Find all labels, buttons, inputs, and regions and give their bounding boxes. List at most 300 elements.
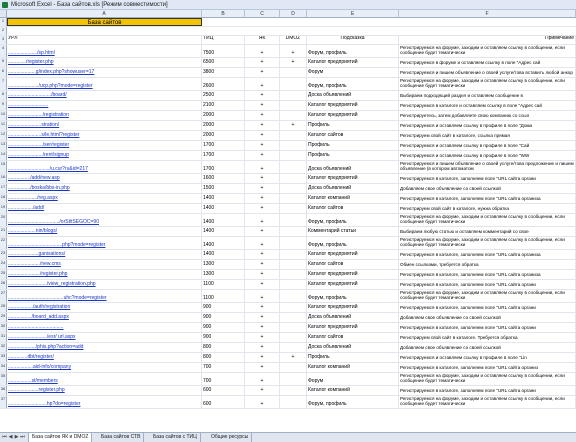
table-row [0, 353, 576, 363]
sheet-tab[interactable]: База сайтов СТВ [98, 433, 144, 442]
row-number[interactable]: 4 [0, 45, 7, 57]
url-cell[interactable]: ........................stration/ [7, 121, 202, 130]
dmoz-cell[interactable] [280, 78, 307, 90]
url-cell[interactable]: ........................./registration [7, 111, 202, 120]
header-note[interactable]: Примечание [399, 36, 576, 44]
note-cell[interactable]: Регистрируемся на форуме, заходим и оставляем ссылку в сообщении, если сообщение будет тематически [399, 396, 576, 408]
row-number[interactable]: 11 [0, 121, 7, 130]
table-row [0, 45, 576, 58]
dmoz-cell[interactable] [280, 91, 307, 100]
table-row [0, 260, 576, 270]
row-number[interactable]: 25 [0, 270, 7, 279]
hint-cell[interactable]: Доска объявлений [307, 343, 399, 352]
table-row [0, 373, 576, 386]
table-row [0, 78, 576, 91]
first-sheet-icon[interactable]: ⏮ [2, 434, 7, 440]
table-row [0, 194, 576, 204]
tic-cell[interactable]: 800 [202, 343, 245, 352]
ya-cell[interactable]: + [245, 260, 280, 269]
note-cell[interactable]: Регистрируемся на форуме, заходим и оставляем ссылку в сообщении, если сообщение будет тематически [399, 290, 576, 302]
note-cell[interactable]: Регистрируемся и оставляем ссылку в профиле в поле "Сай [399, 141, 576, 150]
tic-cell[interactable]: 900 [202, 313, 245, 322]
url-cell[interactable]: ..............dbt/register/ [7, 353, 202, 362]
hint-cell[interactable]: Каталог сайтов [307, 131, 399, 140]
row-number[interactable]: 19 [0, 204, 7, 213]
ya-cell[interactable]: + [245, 101, 280, 110]
hint-cell[interactable]: Каталог компаний [307, 194, 399, 203]
column-header-a[interactable]: A [7, 10, 202, 18]
ya-cell[interactable]: + [245, 333, 280, 342]
hint-cell[interactable]: Каталог предприятий [307, 101, 399, 110]
ya-cell[interactable]: + [245, 313, 280, 322]
row-number[interactable]: 13 [0, 141, 7, 150]
ya-cell[interactable]: + [245, 386, 280, 395]
table-row [0, 237, 576, 250]
tic-cell[interactable]: 2000 [202, 131, 245, 140]
sheet-tab[interactable]: База сайтов с ТИЦ [150, 433, 201, 442]
url-cell[interactable]: ............................../u.cur?ru&id=217 [7, 161, 202, 173]
note-cell[interactable]: Регистрируем свой сайт в каталоге. Требуется обратка [399, 333, 576, 342]
url-cell[interactable]: ................/boska/bbs-in.php [7, 184, 202, 193]
ya-cell[interactable]: + [245, 194, 280, 203]
row-number[interactable]: 12 [0, 131, 7, 140]
url-cell[interactable]: ..................aid-info/company [7, 363, 202, 372]
hint-cell[interactable]: Каталог сайтов [307, 260, 399, 269]
spreadsheet-grid[interactable] [0, 18, 576, 432]
ya-cell[interactable]: + [245, 373, 280, 385]
sheet-tab[interactable]: Общие ресурсы [208, 433, 252, 442]
note-cell[interactable]: Выбираем подходящий раздел и оставляем сообщение в [399, 91, 576, 100]
row-number[interactable]: 22 [0, 237, 7, 249]
hint-cell[interactable]: Каталог компаний [307, 363, 399, 372]
note-cell[interactable]: Добавляем свое объявление со своей ссылкой [399, 184, 576, 193]
note-cell[interactable]: Добавляем свое объявление со своей ссылкой [399, 343, 576, 352]
row-number[interactable]: 15 [0, 161, 7, 173]
hint-cell[interactable]: Каталог предприятий [307, 280, 399, 289]
ya-cell[interactable]: + [245, 58, 280, 67]
note-cell[interactable]: Регистрируетесь, затем добавляете свою компанию со ссыл [399, 111, 576, 120]
tic-cell[interactable]: 2600 [202, 78, 245, 90]
table-row [0, 214, 576, 227]
row-number[interactable]: 23 [0, 250, 7, 259]
row-number[interactable]: 18 [0, 194, 7, 203]
select-all-corner[interactable] [0, 10, 7, 18]
dmoz-cell[interactable] [280, 373, 307, 385]
note-cell[interactable]: Регистрируемся в каталоге, заполняем поле "URL сайта организа [399, 194, 576, 203]
note-cell[interactable]: Регистрируемся и оставляем ссылку в профиле в поле "WW [399, 151, 576, 160]
tic-cell[interactable]: 1500 [202, 184, 245, 193]
dmoz-cell[interactable] [280, 343, 307, 352]
note-cell[interactable]: Регистрируемся на форуме, заходим и оставляем ссылку в сообщении, если сообщение будет тематически [399, 237, 576, 249]
note-cell[interactable]: Регистрируемся в каталоге, заполняем поле "URL сайта организ [399, 363, 576, 372]
note-cell[interactable]: Регистрируемся в каталоге, заполняем поле "URL сайта организа [399, 270, 576, 279]
table-title-cell[interactable]: База сайтов [7, 18, 202, 26]
dmoz-cell[interactable] [280, 174, 307, 183]
table-row [0, 121, 576, 131]
ya-cell[interactable]: + [245, 184, 280, 193]
tic-cell[interactable]: 900 [202, 323, 245, 332]
hint-cell[interactable]: Каталог предприятий [307, 303, 399, 312]
table-row [0, 280, 576, 290]
note-cell[interactable]: Выбираем любую статью и оставляем комментарий со свое [399, 227, 576, 236]
url-cell[interactable]: ................/add/new.asp [7, 174, 202, 183]
url-cell[interactable]: ......................register.php [7, 386, 202, 395]
hint-cell[interactable]: Профиль [307, 141, 399, 150]
ya-cell[interactable]: + [245, 151, 280, 160]
ya-cell[interactable]: + [245, 78, 280, 90]
row-number[interactable]: 34 [0, 363, 7, 372]
url-cell[interactable]: ....................../ucp.php?mode=register [7, 78, 202, 90]
prev-sheet-icon[interactable]: ◀ [8, 434, 13, 440]
row-number[interactable]: 14 [0, 151, 7, 160]
hint-cell[interactable]: Форум, профиль [307, 237, 399, 249]
table-row [0, 343, 576, 353]
dmoz-cell[interactable] [280, 131, 307, 140]
ya-cell[interactable]: + [245, 323, 280, 332]
tic-cell[interactable]: 700 [202, 373, 245, 385]
note-cell[interactable]: Регистрируемся на форуме, заходим и оставляем ссылку в сообщении, если сообщение будет тематически [399, 214, 576, 226]
row-number[interactable]: 35 [0, 373, 7, 385]
url-cell[interactable]: ........................s/le.html?register [7, 131, 202, 140]
tic-cell[interactable]: 2000 [202, 121, 245, 130]
table-row [0, 161, 576, 174]
row-number[interactable]: 21 [0, 227, 7, 236]
tic-cell[interactable]: 1700 [202, 151, 245, 160]
url-cell[interactable]: ......................./new.cms [7, 260, 202, 269]
last-sheet-icon[interactable]: ⏭ [20, 434, 25, 440]
url-cell[interactable]: ...................../reg.aspx [7, 194, 202, 203]
dmoz-cell[interactable] [280, 290, 307, 302]
tic-cell[interactable]: 2100 [202, 101, 245, 110]
row-number[interactable]: 26 [0, 280, 7, 289]
dmoz-cell[interactable]: + [280, 58, 307, 67]
tic-cell[interactable]: 1400 [202, 250, 245, 259]
url-cell[interactable]: ................../auth/registration [7, 303, 202, 312]
row-number[interactable]: 2 [0, 27, 7, 35]
note-cell[interactable]: Регистрируемся в каталоге, заполняем поле "URL сайта органи [399, 386, 576, 395]
hint-cell[interactable]: Форум, профиль [307, 78, 399, 90]
table-row [0, 270, 576, 280]
note-cell[interactable]: Регистрируемся в каталоге, заполняем поле "URL сайта органи [399, 280, 576, 289]
note-cell[interactable]: Регистрируемся в форуме и оставляем ссылку в поле "Адрес сай [399, 58, 576, 67]
table-row [0, 363, 576, 373]
table-row [0, 227, 576, 237]
ya-cell[interactable]: + [245, 141, 280, 150]
ya-cell[interactable]: + [245, 161, 280, 173]
tic-cell[interactable]: 1400 [202, 194, 245, 203]
column-header-d[interactable]: D [280, 10, 307, 18]
row-number[interactable]: 16 [0, 174, 7, 183]
note-cell[interactable]: Регистрируем свой сайт в каталоге, ссылка прямая [399, 131, 576, 140]
header-ya[interactable]: ЯК [245, 36, 280, 44]
row-number[interactable]: 30 [0, 323, 7, 332]
dmoz-cell[interactable] [280, 151, 307, 160]
tic-cell[interactable]: 1100 [202, 290, 245, 302]
url-cell[interactable]: .............................../board/ [7, 91, 202, 100]
url-cell[interactable]: ...................../sp.html [7, 45, 202, 57]
url-cell[interactable]: ........................./rent/signup [7, 151, 202, 160]
row-number[interactable]: 1 [0, 18, 7, 26]
dmoz-cell[interactable] [280, 303, 307, 312]
hint-cell[interactable]: Доска объявлений [307, 91, 399, 100]
note-cell[interactable]: Регистрируемся на форуме, заходим и оставляем ссылку в сообщении, если сообщение будет тематически [399, 45, 576, 57]
row-number[interactable]: 33 [0, 353, 7, 362]
dmoz-cell[interactable] [280, 227, 307, 236]
dmoz-cell[interactable]: + [280, 121, 307, 130]
table-row [0, 184, 576, 194]
column-header-e[interactable]: E [307, 10, 399, 18]
note-cell[interactable]: Регистрируемся в каталоге, заполняем поле "URL сайта органи [399, 174, 576, 183]
hint-cell[interactable]: Комментарий статьи [307, 227, 399, 236]
ya-cell[interactable]: + [245, 353, 280, 362]
column-header-b[interactable]: B [202, 10, 245, 18]
table-row [0, 174, 576, 184]
note-cell[interactable]: Регистрируемся в каталоге, заполняем поле "URL сайта организа [399, 250, 576, 259]
dmoz-cell[interactable] [280, 260, 307, 269]
tic-cell[interactable]: 1600 [202, 174, 245, 183]
hint-cell[interactable]: Форум [307, 373, 399, 385]
tic-cell[interactable]: 1700 [202, 141, 245, 150]
hint-cell[interactable]: Каталог сайтов [307, 204, 399, 213]
dmoz-cell[interactable] [280, 363, 307, 372]
url-cell[interactable]: ...................................../orStitSEGOC=90 [7, 214, 202, 226]
table-row [0, 323, 576, 333]
row-number[interactable]: 31 [0, 333, 7, 342]
ya-cell[interactable]: + [245, 91, 280, 100]
table-row [0, 141, 576, 151]
table-row [0, 250, 576, 260]
hint-cell[interactable]: Профиль [307, 353, 399, 362]
hint-cell[interactable]: Форум, профиль [307, 214, 399, 226]
dmoz-cell[interactable] [280, 68, 307, 77]
dmoz-cell[interactable] [280, 214, 307, 226]
row-number[interactable]: 36 [0, 386, 7, 395]
dmoz-cell[interactable] [280, 396, 307, 408]
ya-cell[interactable]: + [245, 237, 280, 249]
row-number[interactable]: 24 [0, 260, 7, 269]
row-number[interactable]: 6 [0, 68, 7, 77]
hint-cell[interactable]: Форум [307, 68, 399, 77]
hint-cell[interactable]: Профиль [307, 151, 399, 160]
url-cell[interactable]: ............................/esr/ url.aspx [7, 333, 202, 342]
tic-cell[interactable]: 1400 [202, 237, 245, 249]
next-sheet-icon[interactable]: ▶ [14, 434, 19, 440]
note-cell[interactable]: Регистрируем свой сайт в каталоге, нужна обратка [399, 204, 576, 213]
tic-cell[interactable]: 600 [202, 386, 245, 395]
tic-cell[interactable]: 900 [202, 303, 245, 312]
ya-cell[interactable]: + [245, 68, 280, 77]
note-cell[interactable]: Обмен ссылками, требуется обратка [399, 260, 576, 269]
hint-cell[interactable]: Каталог сайтов [307, 333, 399, 342]
table-row [0, 151, 576, 161]
tic-cell[interactable]: 1100 [202, 280, 245, 289]
ya-cell[interactable]: + [245, 363, 280, 372]
row-number[interactable]: 20 [0, 214, 7, 226]
ya-cell[interactable]: + [245, 290, 280, 302]
ya-cell[interactable]: + [245, 250, 280, 259]
dmoz-cell[interactable] [280, 184, 307, 193]
url-cell[interactable]: ........................./ser/register [7, 141, 202, 150]
table-row [0, 111, 576, 121]
url-cell[interactable]: ................../add/ [7, 204, 202, 213]
url-cell[interactable]: ........................................ [7, 323, 202, 332]
row-number[interactable]: 32 [0, 343, 7, 352]
ya-cell[interactable]: + [245, 45, 280, 57]
table-row [0, 396, 576, 409]
excel-icon [2, 2, 8, 8]
tic-cell[interactable]: 1400 [202, 227, 245, 236]
row-number[interactable]: 28 [0, 303, 7, 312]
url-cell[interactable]: ................./board_add.aspx [7, 313, 202, 322]
note-cell[interactable]: Регистрируемся в каталоге, заполняем поле "URL сайта органи [399, 303, 576, 312]
dmoz-cell[interactable] [280, 386, 307, 395]
tic-cell[interactable]: 1400 [202, 204, 245, 213]
ya-cell[interactable]: + [245, 343, 280, 352]
url-cell[interactable]: ............................hp?do=register [7, 396, 202, 408]
hint-cell[interactable]: Каталог компаний [307, 386, 399, 395]
dmoz-cell[interactable] [280, 280, 307, 289]
url-cell[interactable]: ........................................uhc?mode=register [7, 290, 202, 302]
header-dmoz[interactable]: DMOZ [280, 36, 307, 44]
row-number[interactable]: 8 [0, 91, 7, 100]
hint-cell[interactable]: Профиль [307, 121, 399, 130]
tic-cell[interactable]: 1300 [202, 270, 245, 279]
dmoz-cell[interactable] [280, 111, 307, 120]
header-row [0, 36, 576, 45]
url-cell[interactable]: ............................. [7, 101, 202, 110]
ya-cell[interactable]: + [245, 280, 280, 289]
hint-cell[interactable]: Каталог предприятий [307, 323, 399, 332]
hint-cell[interactable]: Каталог предприятий [307, 111, 399, 120]
url-cell[interactable]: ..................../phis.php?action=add [7, 343, 202, 352]
tic-cell[interactable]: 800 [202, 353, 245, 362]
dmoz-cell[interactable] [280, 141, 307, 150]
dmoz-cell[interactable]: + [280, 353, 307, 362]
ya-cell[interactable]: + [245, 131, 280, 140]
ya-cell[interactable]: + [245, 174, 280, 183]
url-cell[interactable]: ......................ganisations/ [7, 250, 202, 259]
url-cell[interactable]: .................st/members [7, 373, 202, 385]
row-number[interactable]: 37 [0, 396, 7, 408]
table-row [0, 303, 576, 313]
sheet-tab[interactable]: База сайтов ЯК и DMOZ [28, 433, 92, 442]
header-tic[interactable]: ТИЦ [202, 36, 245, 44]
note-cell[interactable]: Регистрируемся на форуме, заходим и оставляем ссылку в сообщении, если сообщение будет тематически [399, 373, 576, 385]
url-cell[interactable]: ....................nin/blogs/ [7, 227, 202, 236]
table-row [0, 290, 576, 303]
dmoz-cell[interactable] [280, 237, 307, 249]
title-bar [0, 0, 576, 10]
ya-cell[interactable]: + [245, 303, 280, 312]
tic-cell[interactable]: 1400 [202, 214, 245, 226]
tic-cell[interactable]: 2500 [202, 91, 245, 100]
hint-cell[interactable]: Каталог предприятий [307, 174, 399, 183]
sheet-tab-bar [0, 432, 576, 442]
dmoz-cell[interactable] [280, 250, 307, 259]
note-cell[interactable]: Регистрируемся в каталоге, заполняем поле "URL сайта органи [399, 323, 576, 332]
note-cell[interactable]: Регистрируемся в каталоге и оставляем ссылку в поле "Адрес сай [399, 101, 576, 110]
hint-cell[interactable]: Доска объявлений [307, 313, 399, 322]
note-cell[interactable]: Регистрируемся и пишем объявление о своей услуге/това вставить любой анкор [399, 68, 576, 77]
url-cell[interactable]: .......................................php?mode=register [7, 237, 202, 249]
row-number[interactable]: 9 [0, 101, 7, 110]
row-number[interactable]: 17 [0, 184, 7, 193]
note-cell[interactable]: Регистрируемся и пишем объявление о своей услуге/това предложение и пишем объявление (в котором автоматом [399, 161, 576, 173]
table-row [0, 101, 576, 111]
table-row [0, 386, 576, 396]
dmoz-cell[interactable] [280, 194, 307, 203]
tic-cell[interactable]: 1700 [202, 161, 245, 173]
ya-cell[interactable]: + [245, 396, 280, 408]
row-number[interactable]: 5 [0, 58, 7, 67]
hint-cell[interactable]: Доска объявлений [307, 161, 399, 173]
hint-cell[interactable]: Каталог предприятий [307, 270, 399, 279]
note-cell[interactable]: Регистрируемся и оставляем ссылку в профиле в поле "Lin [399, 353, 576, 362]
url-cell[interactable]: ....................g/index.php?showuser=17 [7, 68, 202, 77]
table-row [0, 333, 576, 343]
hint-cell[interactable]: Форум, профиль [307, 396, 399, 408]
header-url[interactable]: УРЛ [7, 36, 202, 44]
column-header-c[interactable]: C [245, 10, 280, 18]
tic-cell[interactable]: 600 [202, 396, 245, 408]
dmoz-cell[interactable] [280, 161, 307, 173]
note-cell[interactable]: Регистрируемся и оставляем ссылку в профиле в поле "Дома [399, 121, 576, 130]
tic-cell[interactable]: 1300 [202, 260, 245, 269]
ya-cell[interactable]: + [245, 214, 280, 226]
row-number[interactable]: 27 [0, 290, 7, 302]
row-number[interactable]: 29 [0, 313, 7, 322]
url-cell[interactable]: ............./register.php [7, 58, 202, 67]
hint-cell[interactable]: Форум, профиль [307, 290, 399, 302]
tic-cell[interactable]: 6500 [202, 58, 245, 67]
dmoz-cell[interactable] [280, 204, 307, 213]
ya-cell[interactable]: + [245, 270, 280, 279]
row-number[interactable]: 3 [0, 36, 7, 44]
dmoz-cell[interactable] [280, 313, 307, 322]
note-cell[interactable]: Регистрируемся на форуме, заходим и оставляем ссылку в сообщении, если сообщение будет тематически [399, 78, 576, 90]
tic-cell[interactable]: 2000 [202, 111, 245, 120]
column-header-f[interactable]: F [399, 10, 576, 18]
table-row [0, 91, 576, 101]
hint-cell[interactable]: Доска объявлений [307, 184, 399, 193]
ya-cell[interactable]: + [245, 111, 280, 120]
ya-cell[interactable]: + [245, 227, 280, 236]
hint-cell[interactable]: Форум, профиль [307, 45, 399, 57]
row-number[interactable]: 10 [0, 111, 7, 120]
hint-cell[interactable]: Каталог предприятий [307, 250, 399, 259]
tic-cell[interactable]: 3800 [202, 68, 245, 77]
dmoz-cell[interactable] [280, 101, 307, 110]
dmoz-cell[interactable] [280, 323, 307, 332]
tic-cell[interactable]: 900 [202, 333, 245, 342]
url-cell[interactable]: ......................./register.php [7, 270, 202, 279]
note-cell[interactable]: Добавляем свое объявление со своей ссылкой [399, 313, 576, 322]
tic-cell[interactable]: 700 [202, 363, 245, 372]
header-hint[interactable]: Подсказка [307, 36, 399, 44]
dmoz-cell[interactable] [280, 270, 307, 279]
url-cell[interactable]: ............................/view_registration.php [7, 280, 202, 289]
table-row [0, 313, 576, 323]
window-title: Microsoft Excel - База сайтов.xls [Режим совместимости] [11, 2, 168, 8]
hint-cell[interactable]: Каталог предприятий [307, 58, 399, 67]
ya-cell[interactable]: + [245, 204, 280, 213]
row-number[interactable]: 7 [0, 78, 7, 90]
table-row [0, 58, 576, 68]
dmoz-cell[interactable] [280, 333, 307, 342]
dmoz-cell[interactable]: + [280, 45, 307, 57]
tic-cell[interactable]: 7500 [202, 45, 245, 57]
ya-cell[interactable]: + [245, 121, 280, 130]
